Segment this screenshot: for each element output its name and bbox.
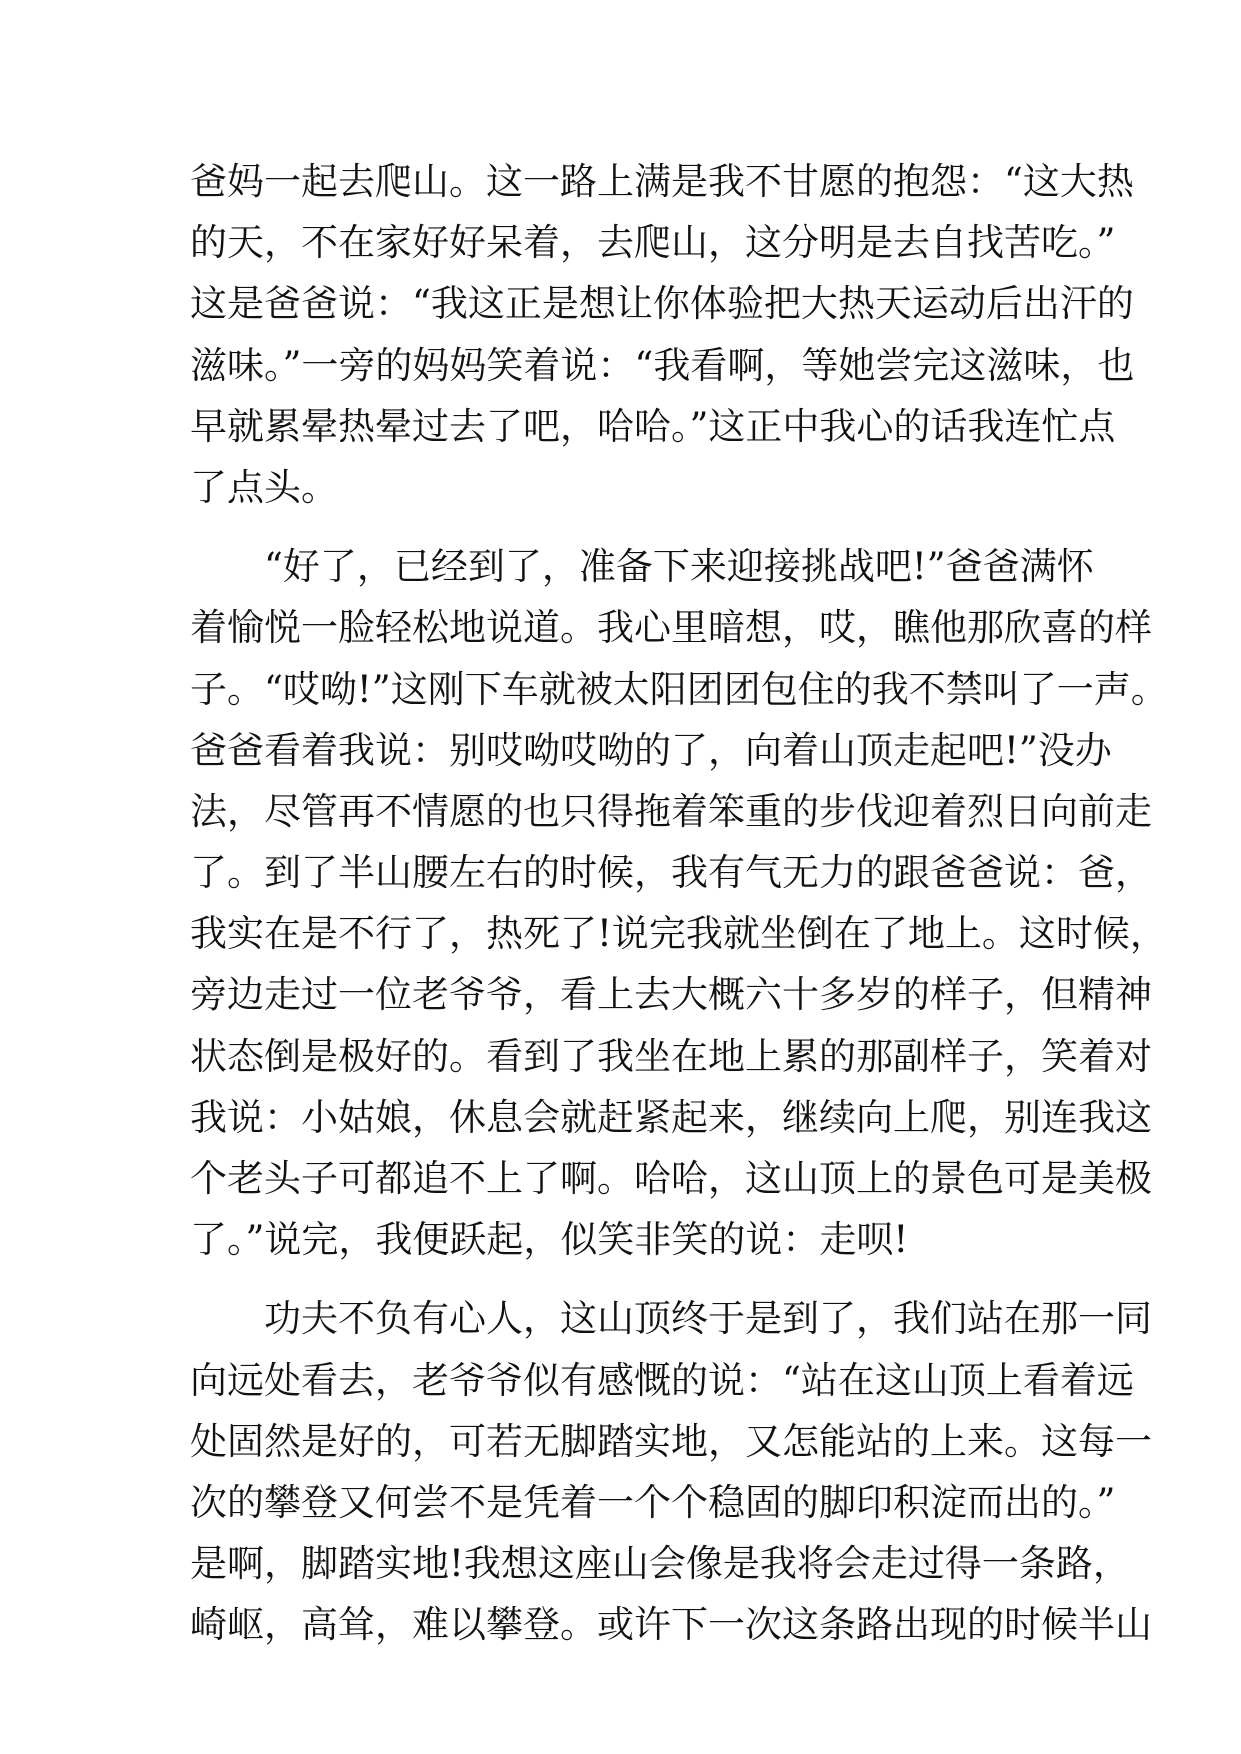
text-line: 次的攀登又何尝不是凭着一个个稳固的脚印积淀而出的。” bbox=[190, 1480, 1116, 1524]
paragraph-spacing bbox=[190, 1270, 1070, 1288]
text-line: 的天，不在家好好呆着，去爬山，这分明是去自找苦吃。” bbox=[190, 221, 1116, 265]
text-line: 旁边走过一位老爷爷，看上去大概六十多岁的样子，但精神 bbox=[190, 973, 1152, 1017]
text-line: 处固然是好的，可若无脚踏实地，又怎能站的上来。这每一 bbox=[190, 1419, 1152, 1463]
text-line: 向远处看去，老爷爷似有感慨的说：“站在这山顶上看着远 bbox=[190, 1358, 1134, 1402]
text-line: 着愉悦一脸轻松地说道。我心里暗想，哎，瞧他那欣喜的样 bbox=[190, 606, 1152, 650]
text-line: 爸妈一起去爬山。这一路上满是我不甘愿的抱怨：“这大热 bbox=[190, 160, 1134, 203]
text-line: 功夫不负有心人，这山顶终于是到了，我们站在那一同 bbox=[190, 1297, 1152, 1341]
text-line: 我说：小姑娘，休息会就赶紧起来，继续向上爬，别连我这 bbox=[190, 1095, 1152, 1139]
text-line: 个老头子可都追不上了啊。哈哈，这山顶上的景色可是美极 bbox=[190, 1157, 1152, 1200]
text-line: 状态倒是极好的。看到了我坐在地上累的那副样子，笑着对 bbox=[190, 1034, 1152, 1078]
text-line: 了。到了半山腰左右的时候，我有气无力的跟爸爸说：爸， bbox=[190, 851, 1152, 895]
text-line: 我实在是不行了，热死了!说完我就坐倒在了地上。这时候， bbox=[190, 912, 1167, 956]
text-line: 了。”说完，我便跃起，似笑非笑的说：走呗! bbox=[190, 1218, 909, 1262]
text-line: 法，尽管再不情愿的也只得拖着笨重的步伐迎着烈日向前走 bbox=[190, 789, 1152, 833]
text-line: 子。“哎呦!”这刚下车就被太阳团团包住的我不禁叫了一声。 bbox=[190, 667, 1168, 711]
text-line: “好了，已经到了，准备下来迎接挑战吧!”爸爸满怀 bbox=[190, 545, 1094, 589]
text-line: 爸爸看着我说：别哎呦哎呦的了，向着山顶走起吧!”没办 bbox=[190, 728, 1112, 772]
paragraph-1 bbox=[190, 151, 1135, 518]
text-line: 这是爸爸说：“我这正是想让你体验把大热天运动后出汗的 bbox=[190, 282, 1134, 326]
text-line: 是啊，脚踏实地!我想这座山会像是我将会走过得一条路， bbox=[190, 1542, 1130, 1586]
paragraph-3 bbox=[190, 1288, 1152, 1655]
text-line: 了点头。 bbox=[190, 465, 338, 509]
text-line: 早就累晕热晕过去了吧，哈哈。”这正中我心的话我连忙点 bbox=[190, 404, 1116, 448]
paragraph-2 bbox=[190, 536, 1168, 1270]
text-line: 滋味。”一旁的妈妈笑着说：“我看啊，等她尝完这滋味，也 bbox=[190, 343, 1135, 387]
text-line: 崎岖，高耸，难以攀登。或许下一次这条路出现的时候半山 bbox=[190, 1603, 1152, 1647]
body-text bbox=[190, 151, 1168, 1656]
paragraph-spacing bbox=[190, 518, 1070, 536]
